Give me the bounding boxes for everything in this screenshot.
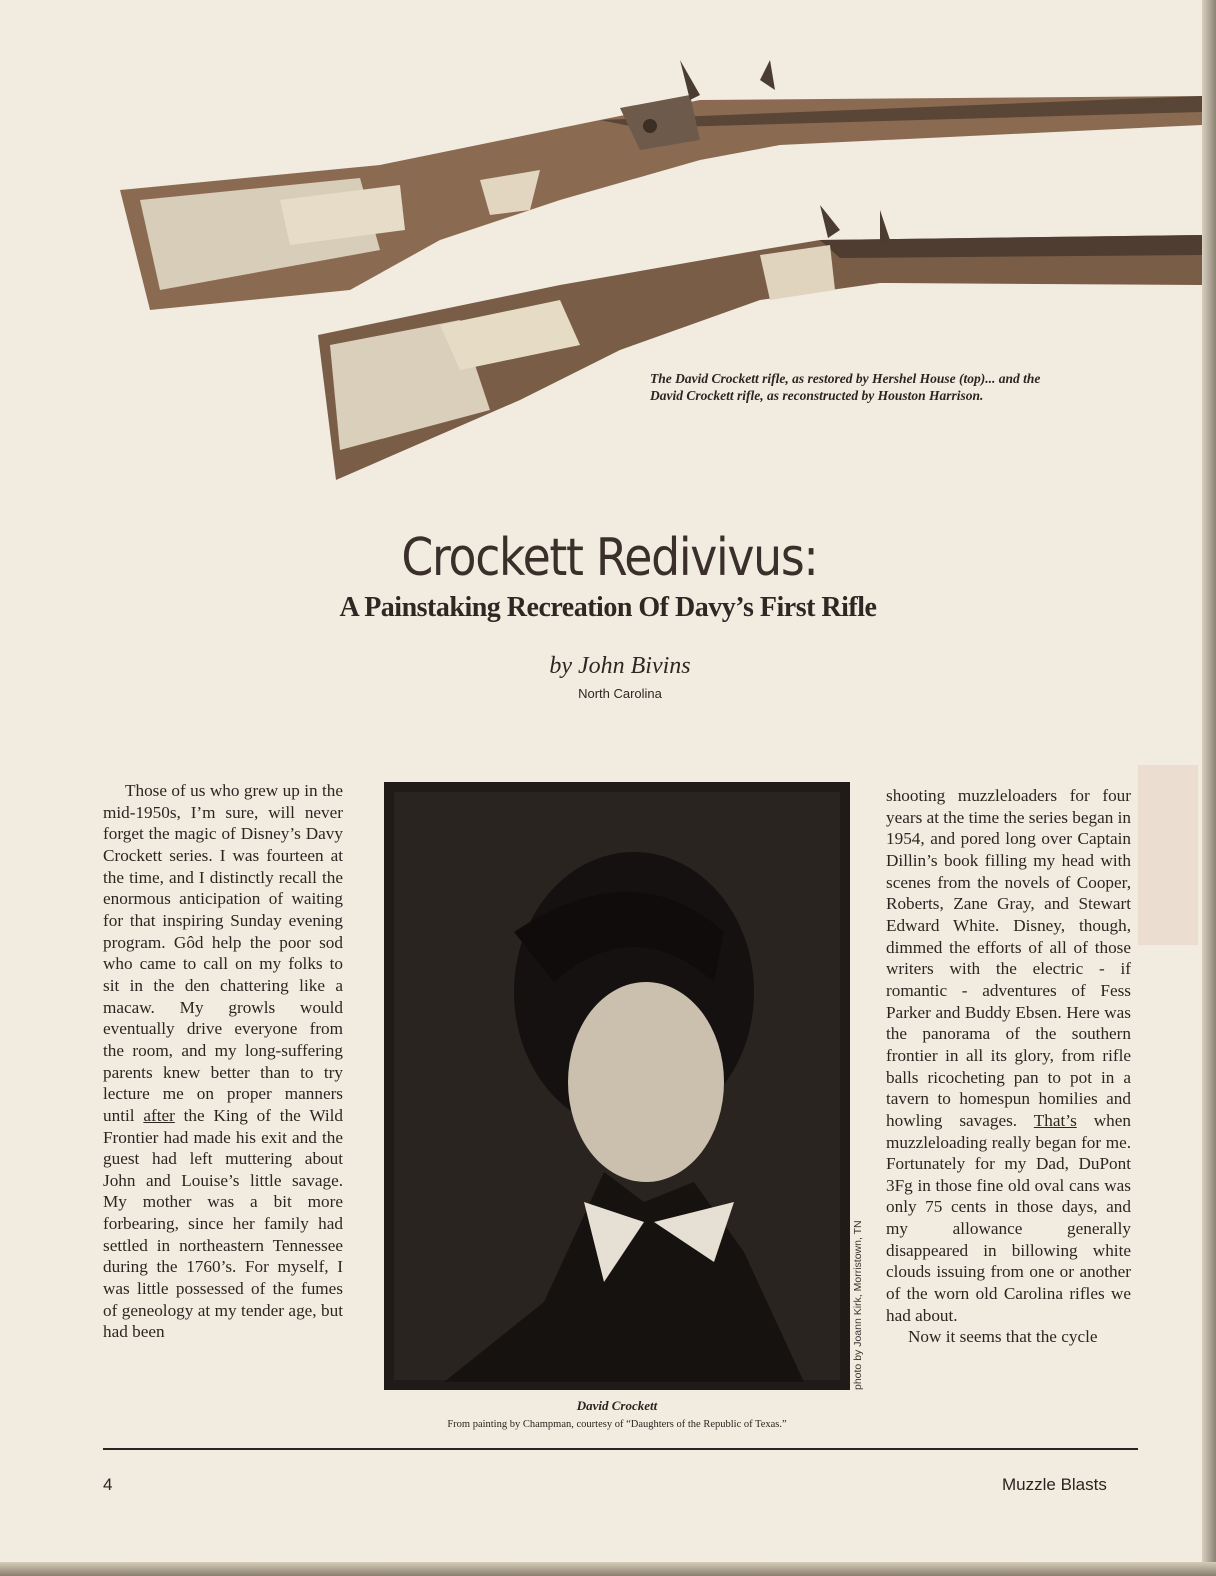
portrait-caption: David Crockett bbox=[576, 1398, 658, 1413]
paragraph bbox=[886, 785, 1131, 1326]
column-left bbox=[103, 780, 343, 1343]
rifle-bottom-image bbox=[318, 205, 1202, 480]
magazine-name: Muzzle Blasts bbox=[1002, 1475, 1107, 1494]
portrait-image bbox=[384, 782, 850, 1390]
text-run: shooting muzzleloaders for four years at the time the series began in 1954, and pored long over Captain Dillin’s book filling my head with scenes from the novels of Cooper, Roberts, Zane Gray, and Stewart Edward White. Disney, though, dimmed the efforts of all of those writers with the electric - if romantic - adventures of Fess Parker and Buddy Ebsen. Here was the panorama of the southern frontier in all its glory, from rifle balls ricocheting pan to pot in a tavern to homespun homilies and howling savages. bbox=[886, 786, 1131, 1130]
paragraph: Now it seems that the cycle bbox=[908, 1327, 1098, 1347]
bottom-edge bbox=[0, 1562, 1216, 1576]
rifle-caption-line2: David Crockett rifle, as reconstructed by Houston Harrison. bbox=[650, 388, 984, 403]
page-number: 4 bbox=[103, 1475, 113, 1494]
author-location: North Carolina bbox=[578, 686, 662, 701]
rifle-photos bbox=[0, 0, 1216, 500]
underlined-word: after bbox=[143, 1105, 175, 1125]
tape-mark bbox=[1138, 765, 1198, 945]
photo-credit-text: photo by Joann Kirk, Morristown, TN bbox=[852, 1220, 864, 1390]
portrait-credit: From painting by Champman, courtesy of “Daughters of the Republic of Texas.” bbox=[447, 1419, 787, 1430]
text-run: the King of the Wild Frontier had made his exit and the guest had left muttering about John and Louise’s little savage. My mother was a bit more forbearing, since her family had settled in northeastern Tennessee during the 1760’s. For myself, I was little possessed of the fumes of geneology at my tender age, but had been bbox=[103, 1105, 343, 1342]
column-right bbox=[886, 785, 1131, 1348]
paragraph bbox=[103, 780, 343, 1343]
underlined-word: That’s bbox=[1033, 1110, 1077, 1130]
footer-rule bbox=[103, 1448, 1138, 1450]
byline: by John Bivins bbox=[549, 653, 691, 679]
text-run: when muzzleloading really began for me. Fortunately for my Dad, DuPont 3Fg in those fine old oval cans was only 75 cents in those days, and my allowance generally disappeared in billowing white clouds issuing from one or another of the worn old Carolina rifles we had about. bbox=[886, 1110, 1131, 1325]
photo-credit bbox=[852, 1200, 872, 1400]
rifle-caption bbox=[650, 370, 1150, 404]
rifle-caption-line1: The David Crockett rifle, as restored by Hershel House (top)... and the bbox=[650, 371, 1041, 386]
article-subtitle: A Painstaking Recreation Of Davy’s First Rifle bbox=[339, 592, 877, 623]
portrait-photo bbox=[384, 782, 850, 1390]
text-run: Those of us who grew up in the mid-1950s, I’m sure, will never forget the magic of Disney’s Davy Crockett series. I was fourteen at the time, and I distinctly recall the enormous anticipation of waiting for that inspiring Sunday evening program. Gôd help the poor sod who came to call on my folks to sit in the den chattering like a macaw. My growls would eventually drive everyone from the room, and my long-suffering parents knew better than to try lecture me on proper manners until bbox=[103, 781, 343, 1125]
article-title: Crockett Redivivus: bbox=[401, 528, 818, 588]
